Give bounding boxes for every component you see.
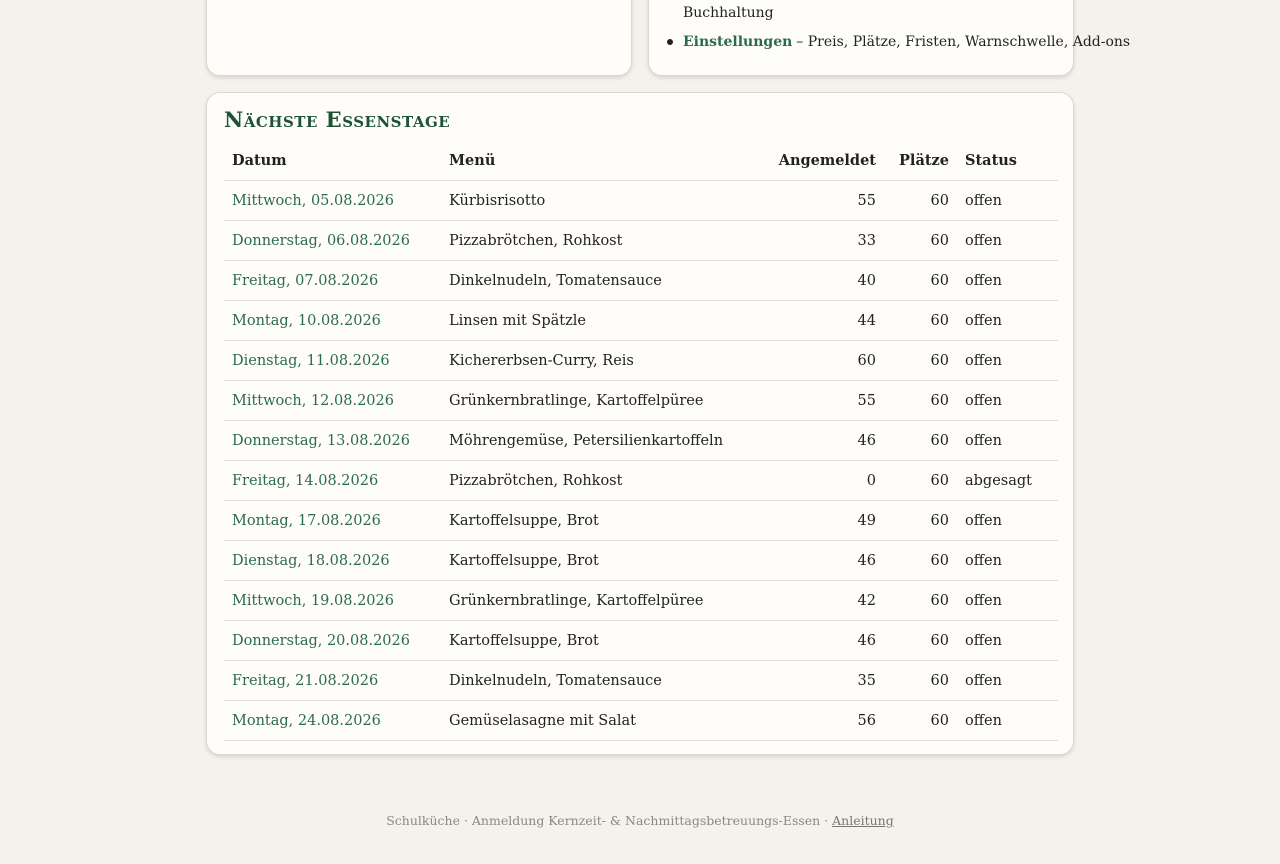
- cell-menu: Pizzabrötchen, Rohkost: [441, 461, 741, 501]
- cell-date: [224, 541, 441, 581]
- date-link[interactable]: Mittwoch, 05.08.2026: [232, 192, 394, 209]
- date-link[interactable]: Dienstag, 11.08.2026: [232, 352, 390, 369]
- cell-menu: Kartoffelsuppe, Brot: [441, 621, 741, 661]
- cell-menu: Kartoffelsuppe, Brot: [441, 541, 741, 581]
- cell-status: offen: [957, 261, 1058, 301]
- list-item-settings: [667, 34, 1130, 50]
- cell-status: abgesagt: [957, 461, 1058, 501]
- cell-registered: 40: [741, 261, 884, 301]
- cell-seats: 60: [884, 701, 957, 741]
- cell-status: offen: [957, 541, 1058, 581]
- footer-text: Schulküche · Anmeldung Kernzeit- & Nachmittagsbetreuungs-Essen ·: [386, 813, 833, 828]
- column-header-date: Datum: [224, 141, 441, 181]
- cell-menu: Möhrengemüse, Petersilienkartoffeln: [441, 421, 741, 461]
- cell-status: offen: [957, 381, 1058, 421]
- upcoming-meals-card: [206, 92, 1074, 755]
- date-link[interactable]: Montag, 17.08.2026: [232, 512, 381, 529]
- cell-seats: 60: [884, 461, 957, 501]
- cell-registered: 33: [741, 221, 884, 261]
- cell-date: [224, 221, 441, 261]
- column-header-registered: Angemeldet: [741, 141, 884, 181]
- list-item-continuation: Buchhaltung: [683, 5, 774, 21]
- cell-menu: Grünkernbratlinge, Kartoffelpüree: [441, 381, 741, 421]
- table-row: [224, 421, 1058, 461]
- cell-menu: Pizzabrötchen, Rohkost: [441, 221, 741, 261]
- section-title: Nächste Essenstage: [224, 107, 451, 132]
- guide-link[interactable]: Anleitung: [832, 813, 894, 828]
- table-header-row: [224, 141, 1058, 181]
- table-row: [224, 541, 1058, 581]
- cell-registered: 60: [741, 341, 884, 381]
- cell-status: offen: [957, 581, 1058, 621]
- cell-date: [224, 381, 441, 421]
- cell-seats: 60: [884, 501, 957, 541]
- bullet-icon: [667, 39, 673, 45]
- date-link[interactable]: Donnerstag, 06.08.2026: [232, 232, 410, 249]
- cell-status: offen: [957, 221, 1058, 261]
- cell-seats: 60: [884, 341, 957, 381]
- table-row: [224, 301, 1058, 341]
- cell-registered: 56: [741, 701, 884, 741]
- cell-menu: Dinkelnudeln, Tomatensauce: [441, 661, 741, 701]
- settings-description: – Preis, Plätze, Fristen, Warnschwelle, Add-ons: [796, 34, 1131, 50]
- cell-registered: 44: [741, 301, 884, 341]
- date-link[interactable]: Freitag, 07.08.2026: [232, 272, 379, 289]
- cell-menu: Grünkernbratlinge, Kartoffelpüree: [441, 581, 741, 621]
- cell-seats: 60: [884, 541, 957, 581]
- cell-registered: 55: [741, 381, 884, 421]
- cell-registered: 46: [741, 421, 884, 461]
- cell-seats: 60: [884, 221, 957, 261]
- cell-date: [224, 701, 441, 741]
- cell-date: [224, 661, 441, 701]
- cell-date: [224, 261, 441, 301]
- meal-days-table: [224, 141, 1058, 741]
- date-link[interactable]: Montag, 24.08.2026: [232, 712, 381, 729]
- cell-menu: Kichererbsen-Curry, Reis: [441, 341, 741, 381]
- cell-status: offen: [957, 301, 1058, 341]
- cell-registered: 0: [741, 461, 884, 501]
- table-row: [224, 461, 1058, 501]
- cell-menu: Kürbisrisotto: [441, 181, 741, 221]
- cell-seats: 60: [884, 661, 957, 701]
- cell-menu: Kartoffelsuppe, Brot: [441, 501, 741, 541]
- cell-seats: 60: [884, 421, 957, 461]
- cell-menu: Gemüselasagne mit Salat: [441, 701, 741, 741]
- table-row: [224, 501, 1058, 541]
- date-link[interactable]: Montag, 10.08.2026: [232, 312, 381, 329]
- table-row: [224, 581, 1058, 621]
- table-row: [224, 221, 1058, 261]
- cell-menu: Linsen mit Spätzle: [441, 301, 741, 341]
- column-header-status: Status: [957, 141, 1058, 181]
- cell-seats: 60: [884, 581, 957, 621]
- date-link[interactable]: Mittwoch, 12.08.2026: [232, 392, 394, 409]
- cell-status: offen: [957, 621, 1058, 661]
- table-row: [224, 661, 1058, 701]
- date-link[interactable]: Donnerstag, 13.08.2026: [232, 432, 410, 449]
- cell-date: [224, 421, 441, 461]
- cell-status: offen: [957, 661, 1058, 701]
- cell-date: [224, 581, 441, 621]
- cell-date: [224, 501, 441, 541]
- date-link[interactable]: Freitag, 21.08.2026: [232, 672, 379, 689]
- table-row: [224, 181, 1058, 221]
- table-row: [224, 341, 1058, 381]
- table-row: [224, 381, 1058, 421]
- cell-date: [224, 341, 441, 381]
- table-row: [224, 701, 1058, 741]
- page-footer: [0, 813, 1280, 828]
- date-link[interactable]: Donnerstag, 20.08.2026: [232, 632, 410, 649]
- column-header-seats: Plätze: [884, 141, 957, 181]
- cell-registered: 42: [741, 581, 884, 621]
- cell-registered: 55: [741, 181, 884, 221]
- date-link[interactable]: Freitag, 14.08.2026: [232, 472, 379, 489]
- cell-registered: 35: [741, 661, 884, 701]
- date-link[interactable]: Dienstag, 18.08.2026: [232, 552, 390, 569]
- table-row: [224, 621, 1058, 661]
- cell-seats: 60: [884, 181, 957, 221]
- cell-date: [224, 301, 441, 341]
- cell-registered: 46: [741, 621, 884, 661]
- settings-link[interactable]: Einstellungen: [683, 34, 793, 50]
- date-link[interactable]: Mittwoch, 19.08.2026: [232, 592, 394, 609]
- cell-status: offen: [957, 341, 1058, 381]
- cell-status: offen: [957, 701, 1058, 741]
- cell-registered: 46: [741, 541, 884, 581]
- cell-seats: 60: [884, 301, 957, 341]
- cell-date: [224, 181, 441, 221]
- cell-registered: 49: [741, 501, 884, 541]
- admin-links-card: [648, 0, 1131, 76]
- info-card-left: [206, 0, 632, 76]
- cell-date: [224, 461, 441, 501]
- cell-seats: 60: [884, 381, 957, 421]
- cell-status: offen: [957, 421, 1058, 461]
- cell-seats: 60: [884, 261, 957, 301]
- cell-menu: Dinkelnudeln, Tomatensauce: [441, 261, 741, 301]
- cell-status: offen: [957, 501, 1058, 541]
- cell-seats: 60: [884, 621, 957, 661]
- cell-date: [224, 621, 441, 661]
- cell-status: offen: [957, 181, 1058, 221]
- column-header-menu: Menü: [441, 141, 741, 181]
- table-row: [224, 261, 1058, 301]
